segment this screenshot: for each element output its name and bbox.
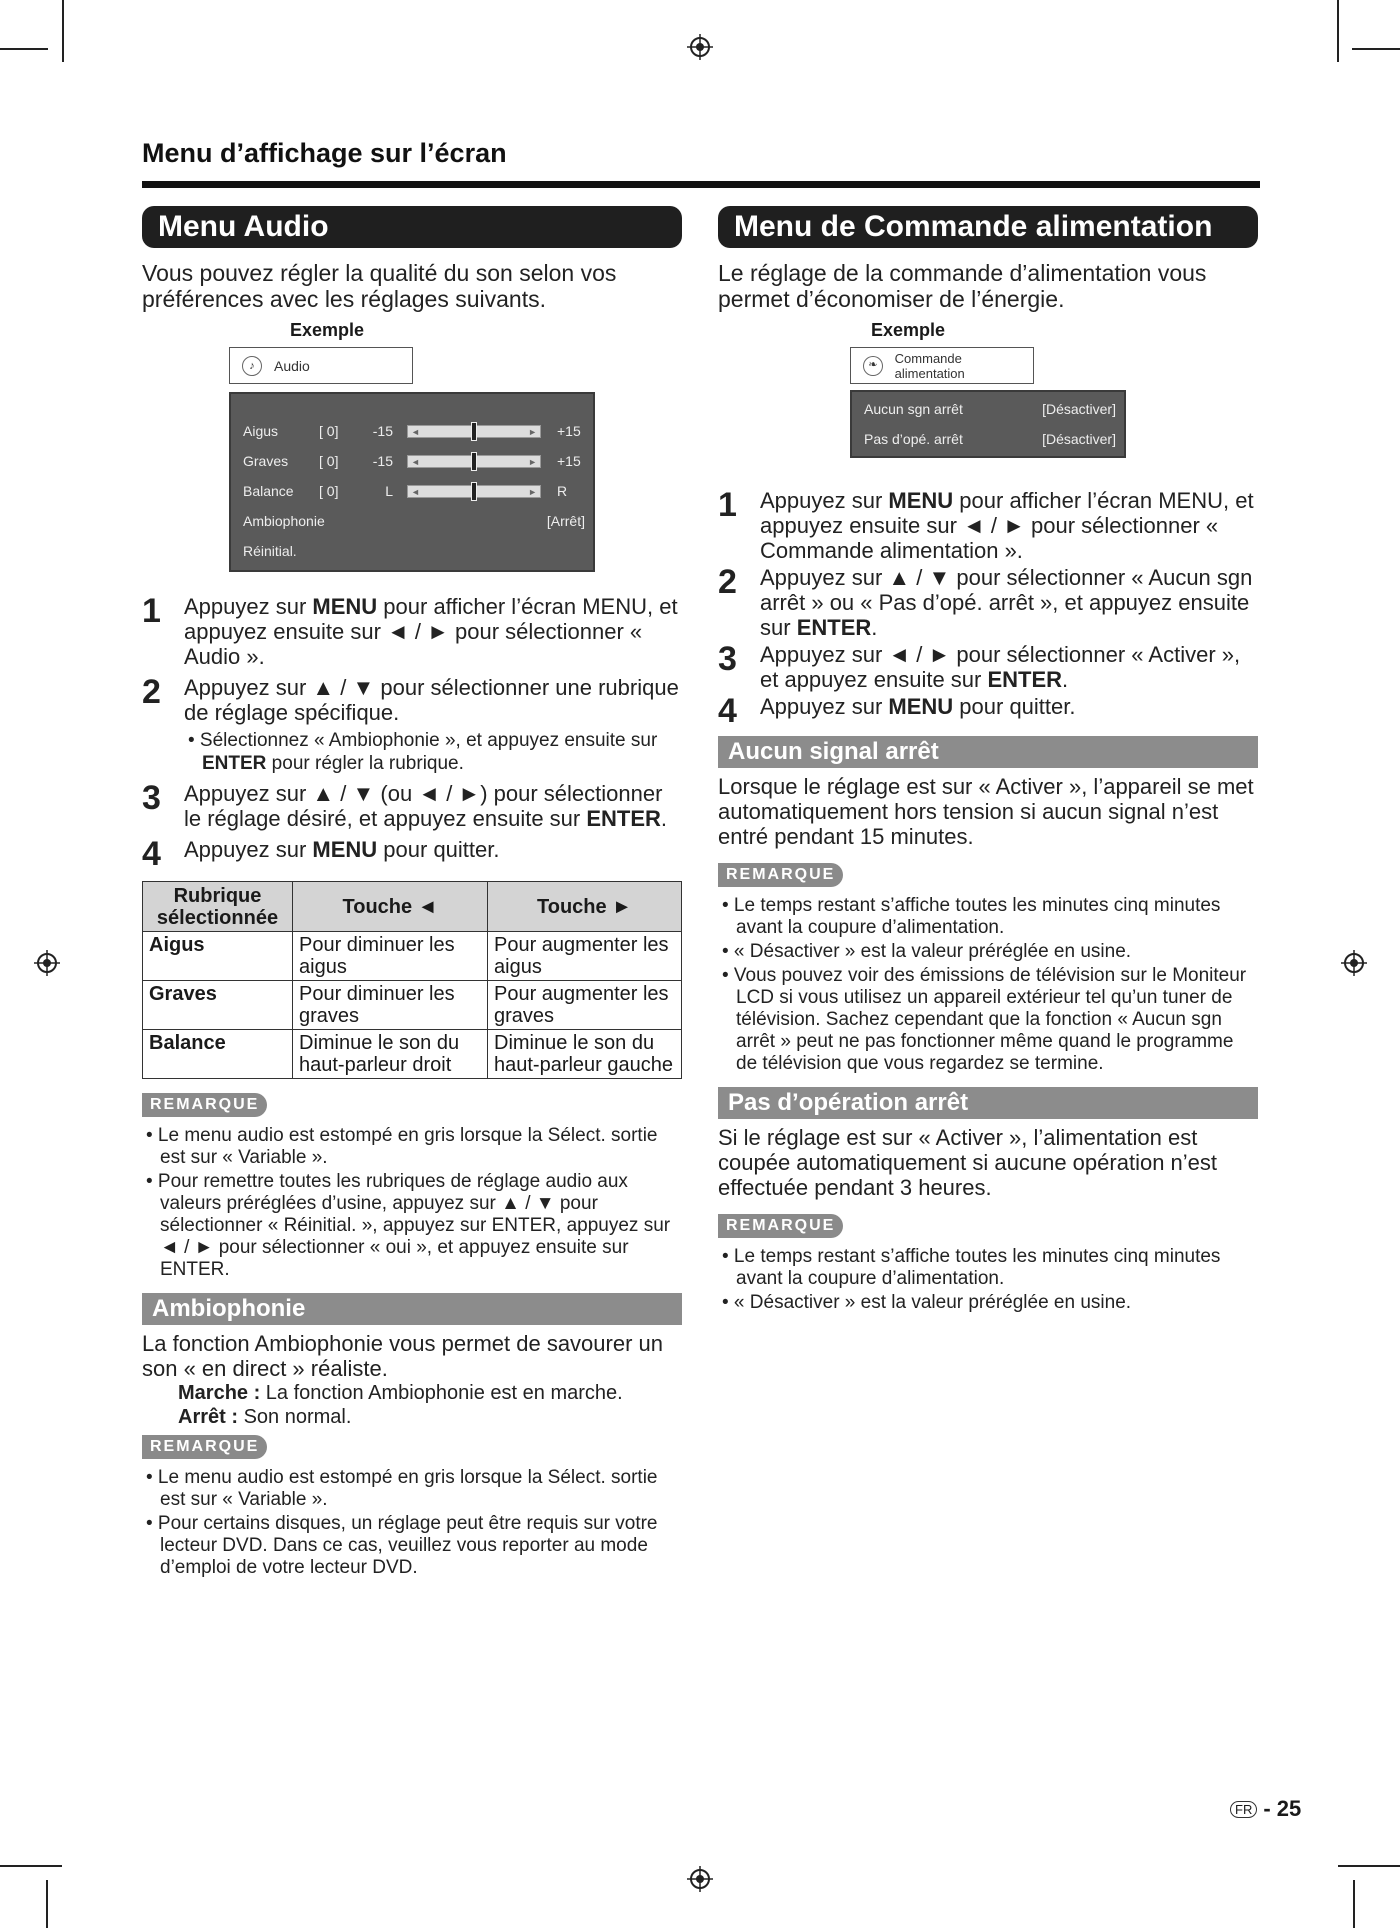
osd-row-max: R [557, 483, 568, 499]
ambiophonie-marche [142, 1381, 682, 1405]
table-cell: Graves [143, 981, 293, 1030]
registration-mark-icon [687, 1866, 713, 1892]
crop-mark [1338, 1865, 1400, 1867]
table-header: Rubrique sélectionnée [143, 882, 293, 932]
power-column [718, 206, 1258, 1316]
table-cell: Diminue le son du haut-parleur gauche [488, 1030, 682, 1079]
osd-row-label: Aucun sgn arrêt [864, 401, 963, 417]
table-header-row [143, 882, 682, 932]
remarque-badge: REMARQUE [142, 1435, 267, 1459]
crop-mark [62, 0, 64, 62]
osd-row-reset [231, 536, 593, 566]
power-osd-title [850, 347, 1034, 384]
step-number: 4 [142, 835, 161, 873]
remarque-badge: REMARQUE [142, 1093, 267, 1117]
osd-row-ambiophonie [231, 506, 593, 536]
step-text: Appuyez sur ▲ / ▼ pour sélectionner « Aucun sgn arrêt » ou « Pas d’opé. arrêt », et appuyez ensuite sur [760, 565, 1253, 640]
step-number: 1 [718, 486, 737, 524]
audio-column [142, 206, 682, 1581]
audio-banner: Menu Audio [142, 206, 682, 248]
table-cell: Pour diminuer les aigus [293, 932, 488, 981]
osd-row-value: [ 0] [319, 453, 339, 469]
osd-slider [407, 485, 541, 498]
osd-row-value: [Désactiver] [1042, 401, 1116, 417]
step-keyword: ENTER [586, 806, 661, 831]
note-item: • Pour remettre toutes les rubriques de réglage audio aux valeurs préréglées d’usine, appuyez sur ▲ / ▼ pour sélectionner « Réinitial. », appuyez sur ENTER, appuyez sur ◄ / ► pour sélectionner « oui », et appuyez ensuite sur ENTER. [146, 1171, 671, 1280]
crop-mark [46, 1880, 48, 1928]
step-text: Appuyez sur [760, 694, 889, 719]
note-item: • Le temps restant s’affiche toutes les minutes cinq minutes avant la coupure d’alimentation. [722, 1246, 1221, 1289]
table-cell: Aigus [143, 932, 293, 981]
pas-operation-notes [718, 1246, 1258, 1314]
osd-row-pas-ope [852, 424, 1124, 454]
note-item: • Le menu audio est estompé en gris lorsque la Sélect. sortie est sur « Variable ». [146, 1125, 658, 1168]
osd-row-min: L [385, 483, 393, 499]
step-text: Appuyez sur [184, 837, 313, 862]
registration-mark-icon [1341, 950, 1367, 976]
table-header: Touche ◄ [293, 882, 488, 932]
page-number-text: - 25 [1263, 1796, 1302, 1821]
audio-osd-title [229, 347, 413, 384]
note-item: • Pour certains disques, un réglage peut être requis sur votre lecteur DVD. Dans ce cas, veuillez vous reporter au mode d’emploi de votre lecteur DVD. [146, 1513, 658, 1578]
step-number: 3 [718, 640, 737, 678]
table-row [143, 932, 682, 981]
table-cell: Balance [143, 1030, 293, 1079]
crop-mark [1352, 48, 1400, 50]
step-text: Appuyez sur [760, 488, 889, 513]
table-row [143, 981, 682, 1030]
aucun-signal-notes [718, 895, 1258, 1075]
audio-example-label: Exemple [289, 320, 365, 340]
def-text: La fonction Ambiophonie est en marche. [260, 1382, 623, 1404]
table-row [143, 1030, 682, 1079]
left-arrow-icon: ◄ [411, 486, 420, 497]
audio-osd-title-text: Audio [274, 357, 310, 374]
def-term: Arrêt : [178, 1406, 239, 1428]
step-keyword: MENU [888, 488, 954, 513]
step-text: pour quitter. [377, 837, 500, 862]
osd-row-max: +15 [557, 423, 581, 439]
step-text: pour quitter. [953, 694, 1076, 719]
table-cell: Pour augmenter les graves [488, 981, 682, 1030]
step-text: Appuyez sur ▲ / ▼ pour sélectionner une rubrique de réglage spécifique. [184, 675, 679, 725]
page-title: Menu d’affichage sur l’écran [142, 138, 507, 168]
osd-slider-thumb [471, 482, 477, 501]
table-cell: Pour augmenter les aigus [488, 932, 682, 981]
osd-row-label: Réinitial. [243, 543, 297, 559]
note-item: • « Désactiver » est la valeur préréglée en usine. [722, 1292, 1132, 1313]
step-text: Appuyez sur ◄ / ► pour sélectionner « Activer », et appuyez ensuite sur [760, 642, 1241, 692]
step-subnote [184, 729, 682, 775]
table-cell: Pour diminuer les graves [293, 981, 488, 1030]
def-text: Son normal. [238, 1406, 352, 1428]
note-item: • « Désactiver » est la valeur préréglée en usine. [722, 941, 1132, 962]
audio-key-table [142, 881, 682, 1079]
audio-step-3 [142, 781, 682, 831]
audio-steps [142, 594, 682, 871]
osd-slider-thumb [471, 452, 477, 471]
table-cell: Diminue le son du haut-parleur droit [293, 1030, 488, 1079]
step-number: 2 [142, 673, 161, 711]
audio-step-4 [142, 837, 682, 871]
step-keyword: ENTER [202, 753, 267, 774]
language-badge: FR [1230, 1801, 1257, 1818]
osd-row-label: Graves [243, 453, 289, 469]
speaker-icon: ♪ [242, 356, 262, 376]
ambiophonie-heading: Ambiophonie [142, 1293, 682, 1325]
osd-row-label: Ambiophonie [243, 513, 325, 529]
osd-row-label: Aigus [243, 423, 279, 439]
power-osd-panel [850, 390, 1126, 458]
power-step-1 [718, 488, 1258, 563]
step-text: Appuyez sur ▲ / ▼ (ou ◄ / ►) pour sélectionner le réglage désiré, et appuyez ensuite sur [184, 781, 663, 831]
osd-row-aucun-sgn [852, 394, 1124, 424]
step-text: Appuyez sur [184, 594, 313, 619]
remarque-badge: REMARQUE [718, 1214, 843, 1238]
audio-notes [142, 1125, 682, 1281]
osd-row-label: Balance [243, 483, 294, 499]
osd-row-label: Pas d’opé. arrêt [864, 431, 963, 447]
osd-row-value: [Arrêt] [546, 513, 585, 529]
step-number: 2 [718, 563, 737, 601]
right-arrow-icon: ► [528, 456, 537, 467]
step-keyword: MENU [312, 837, 378, 862]
right-arrow-icon: ► [528, 486, 537, 497]
osd-row-max: +15 [557, 453, 581, 469]
step-text: pour afficher l’écran MENU, et appuyez ensuite sur ◄ / ► pour sélectionner « Audio ». [184, 594, 678, 669]
osd-row-value: [ 0] [319, 483, 339, 499]
audio-intro: Vous pouvez régler la qualité du son selon vos préférences avec les réglages suivants. [142, 260, 617, 312]
osd-slider-thumb [471, 422, 477, 441]
osd-slider [407, 425, 541, 438]
registration-mark-icon [687, 34, 713, 60]
osd-row-min: -15 [372, 423, 393, 439]
power-steps [718, 488, 1258, 728]
osd-row-graves [231, 446, 593, 476]
power-step-3 [718, 642, 1258, 692]
power-osd-title-text: Commande alimentation [894, 350, 965, 381]
crop-mark [0, 1865, 62, 1867]
step-text: . [871, 615, 878, 640]
def-term: Marche : [178, 1382, 261, 1404]
audio-step-1 [142, 594, 682, 669]
osd-row-balance [231, 476, 593, 506]
power-banner: Menu de Commande alimentation [718, 206, 1258, 248]
crop-mark [1337, 0, 1339, 62]
ambiophonie-notes [142, 1467, 682, 1579]
power-step-2 [718, 565, 1258, 640]
crop-mark [1353, 1880, 1355, 1928]
table-header: Touche ► [488, 882, 682, 932]
pas-operation-body: Si le réglage est sur « Activer », l’alimentation est coupée automatiquement si aucune opération n’est effectuée pendant 3 heures. [718, 1125, 1218, 1200]
aucun-signal-body: Lorsque le réglage est sur « Activer », l’appareil se met automatiquement hors tension si aucun signal n’est entré pendant 15 minutes. [718, 774, 1254, 849]
step-number: 1 [142, 592, 161, 630]
note-item: • Le temps restant s’affiche toutes les minutes cinq minutes avant la coupure d’alimentation. [722, 895, 1221, 938]
osd-row-value: [Désactiver] [1042, 431, 1116, 447]
page-number [1230, 1796, 1301, 1822]
step-text: . [660, 806, 668, 831]
ambiophonie-body: La fonction Ambiophonie vous permet de savourer un son « en direct » réaliste. [142, 1331, 663, 1381]
registration-mark-icon [34, 950, 60, 976]
crop-mark [0, 48, 48, 50]
aucun-signal-heading: Aucun signal arrêt [718, 736, 1258, 768]
power-intro: Le réglage de la commande d’alimentation vous permet d’économiser de l’énergie. [718, 260, 1207, 312]
note-item: • Le menu audio est estompé en gris lorsque la Sélect. sortie est sur « Variable ». [146, 1467, 658, 1510]
pas-operation-heading: Pas d’opération arrêt [718, 1087, 1258, 1119]
osd-row-min: -15 [372, 453, 393, 469]
osd-slider [407, 455, 541, 468]
left-arrow-icon: ◄ [411, 426, 420, 437]
step-keyword: MENU [312, 594, 378, 619]
power-example-label: Exemple [870, 320, 946, 340]
step-number: 3 [142, 779, 161, 817]
step-text: • Sélectionnez « Ambiophonie », et appuyez ensuite sur [188, 730, 658, 751]
step-text: pour afficher l’écran MENU, et appuyez ensuite sur ◄ / ► pour sélectionner « Commande alimentation ». [760, 488, 1254, 563]
remarque-badge: REMARQUE [718, 863, 843, 887]
note-item: • Vous pouvez voir des émissions de télévision sur le Moniteur LCD si vous utilisez un appareil extérieur tel qu’un tuner de télévision. Sachez cependant que la fonction « Aucun sgn arrêt » peut ne pas fonctionner même quand le programme de télévision que vous regardez se termine. [722, 965, 1247, 1074]
header-rule [142, 181, 1260, 188]
step-keyword: ENTER [796, 615, 872, 640]
osd-row-aigus [231, 416, 593, 446]
power-step-4 [718, 694, 1258, 728]
step-text: pour régler la rubrique. [266, 753, 464, 774]
right-arrow-icon: ► [528, 426, 537, 437]
ambiophonie-arret [142, 1405, 682, 1429]
step-text: . [1062, 667, 1069, 692]
osd-row-value: [ 0] [319, 423, 339, 439]
leaf-icon: ❧ [863, 356, 883, 376]
step-keyword: MENU [888, 694, 954, 719]
left-arrow-icon: ◄ [411, 456, 420, 467]
step-number: 4 [718, 692, 737, 730]
audio-osd-panel [229, 392, 595, 572]
audio-step-2 [142, 675, 682, 775]
step-keyword: ENTER [987, 667, 1063, 692]
